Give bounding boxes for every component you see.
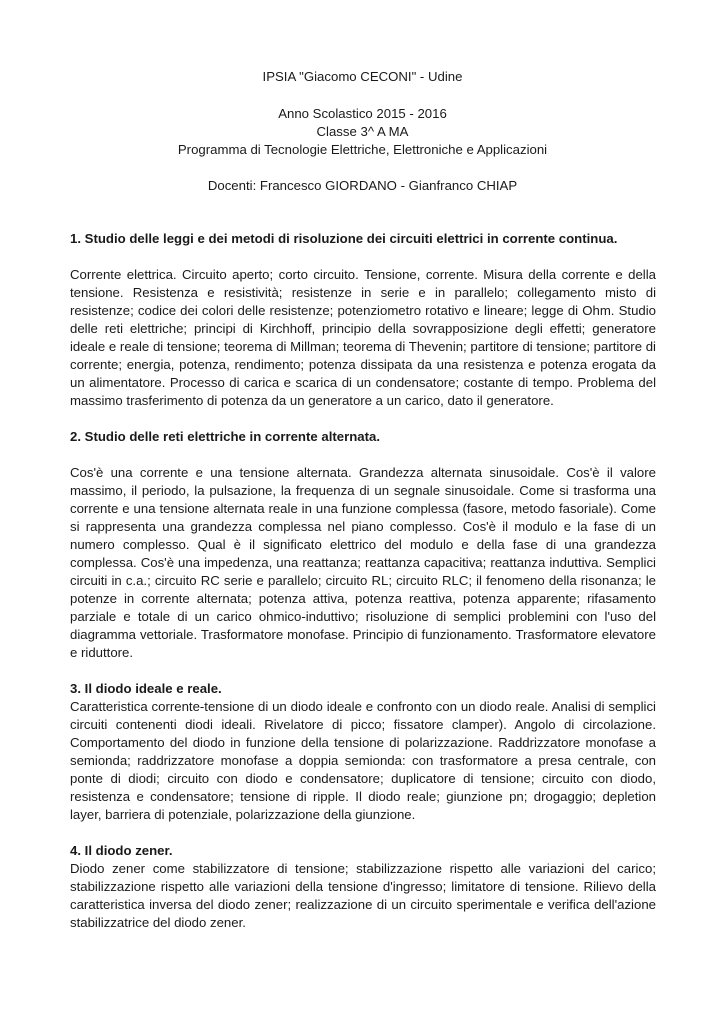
section-title: 2. Studio delle reti elettriche in corrente alternata. — [70, 429, 380, 444]
class-name: Classe 3^ A MA — [316, 124, 409, 139]
section-body: Cos'è una corrente e una tensione alternata. Grandezza alternata sinusoidale. Cos'è il valore massimo, il periodo, la pulsazione, la frequenza di un segnale sinusoidale. Come si trasforma una corrente e una tensione alternata reale in una funzione complessa (fasore, metodo fasoriale). Come si rappresenta una grandezza complessa nel piano complesso. Cos'è il modulo e la fase di un numero complesso. Qual è il significato elettrico del modulo e della fase di una grandezza complessa. Cos'è una impedenza, una reattanza; reattanza capacitiva; reattanza induttiva. Semplici circuiti in c.a.; circuito RC serie e parallelo; circuito RL; circuito RLC; il fenomeno della risonanza; le potenze in corrente alternata; potenza attiva, potenza reattiva, potenza apparente; rifasamento parziale e totale di un carico ohmico-induttivo; risoluzione di semplici problemini con l'uso del diagramma vettoriale. Trasformatore monofase. Principio di funzionamento. Trasformatore elevatore e riduttore. — [70, 465, 656, 660]
section-3 — [70, 680, 656, 824]
section-2 — [70, 428, 656, 662]
school-year: Anno Scolastico 2015 - 2016 — [278, 106, 447, 121]
section-title: 1. Studio delle leggi e dei metodi di risoluzione dei circuiti elettrici in corrente continua. — [70, 231, 618, 246]
section-1 — [70, 230, 656, 410]
teachers-line: Docenti: Francesco GIORDANO - Gianfranco CHIAP — [207, 178, 518, 193]
section-body: Caratteristica corrente-tensione di un diodo ideale e confronto con un diodo reale. Analisi di semplici circuiti contenenti diodi ideali. Rivelatore di picco; fissatore clamper). Angolo di circolazione. Comportamento del diodo in funzione della tensione di polarizzazione. Raddrizzatore monofase a semionda; raddrizzatore monofase a doppia semionda: con trasformatore a presa centrale, con ponte di diodi; circuito con diodo e condensatore; duplicatore di tensione; circuito con diodo, resistenza e condensatore; tensione di ripple. Il diodo reale; giunzione pn; drogaggio; depletion layer, barriera di potenziale, polarizzazione della giunzione. — [70, 699, 656, 822]
section-4 — [70, 842, 656, 932]
program-title: Programma di Tecnologie Elettriche, Elettroniche e Applicazioni — [177, 142, 548, 157]
section-title: 4. Il diodo zener. — [70, 843, 173, 858]
section-body: Diodo zener come stabilizzatore di tensione; stabilizzazione rispetto alle variazioni del carico; stabilizzazione rispetto alle variazioni della tensione d'ingresso; limitatore di tensione. Rilievo della caratteristica inversa del diodo zener; realizzazione di un circuito sperimentale e verifica dell'azione stabilizzatrice del diodo zener. — [70, 861, 656, 930]
section-title: 3. Il diodo ideale e reale. — [70, 681, 222, 696]
section-body: Corrente elettrica. Circuito aperto; corto circuito. Tensione, corrente. Misura della corrente e della tensione. Resistenza e resistività; resistenze in serie e in parallelo; collegamento misto di resistenze; codice dei colori delle resistenze; potenziometro rotativo e lineare; legge di Ohm. Studio delle reti elettriche; principi di Kirchhoff, principio della sovrapposizione degli effetti; generatore ideale e reale di tensione; teorema di Millman; teorema di Thevenin; partitore di tensione; partitore di corrente; energia, potenza, rendimento; potenza dissipata da una resistenza e potenza erogata da un alimentatore. Processo di carica e scarica di un condensatore; costante di tempo. Problema del massimo trasferimento di potenza da un generatore a un carico, dato il generatore. — [70, 267, 656, 408]
school-name: IPSIA "Giacomo CECONI" - Udine — [262, 69, 463, 84]
program-content — [70, 230, 656, 932]
